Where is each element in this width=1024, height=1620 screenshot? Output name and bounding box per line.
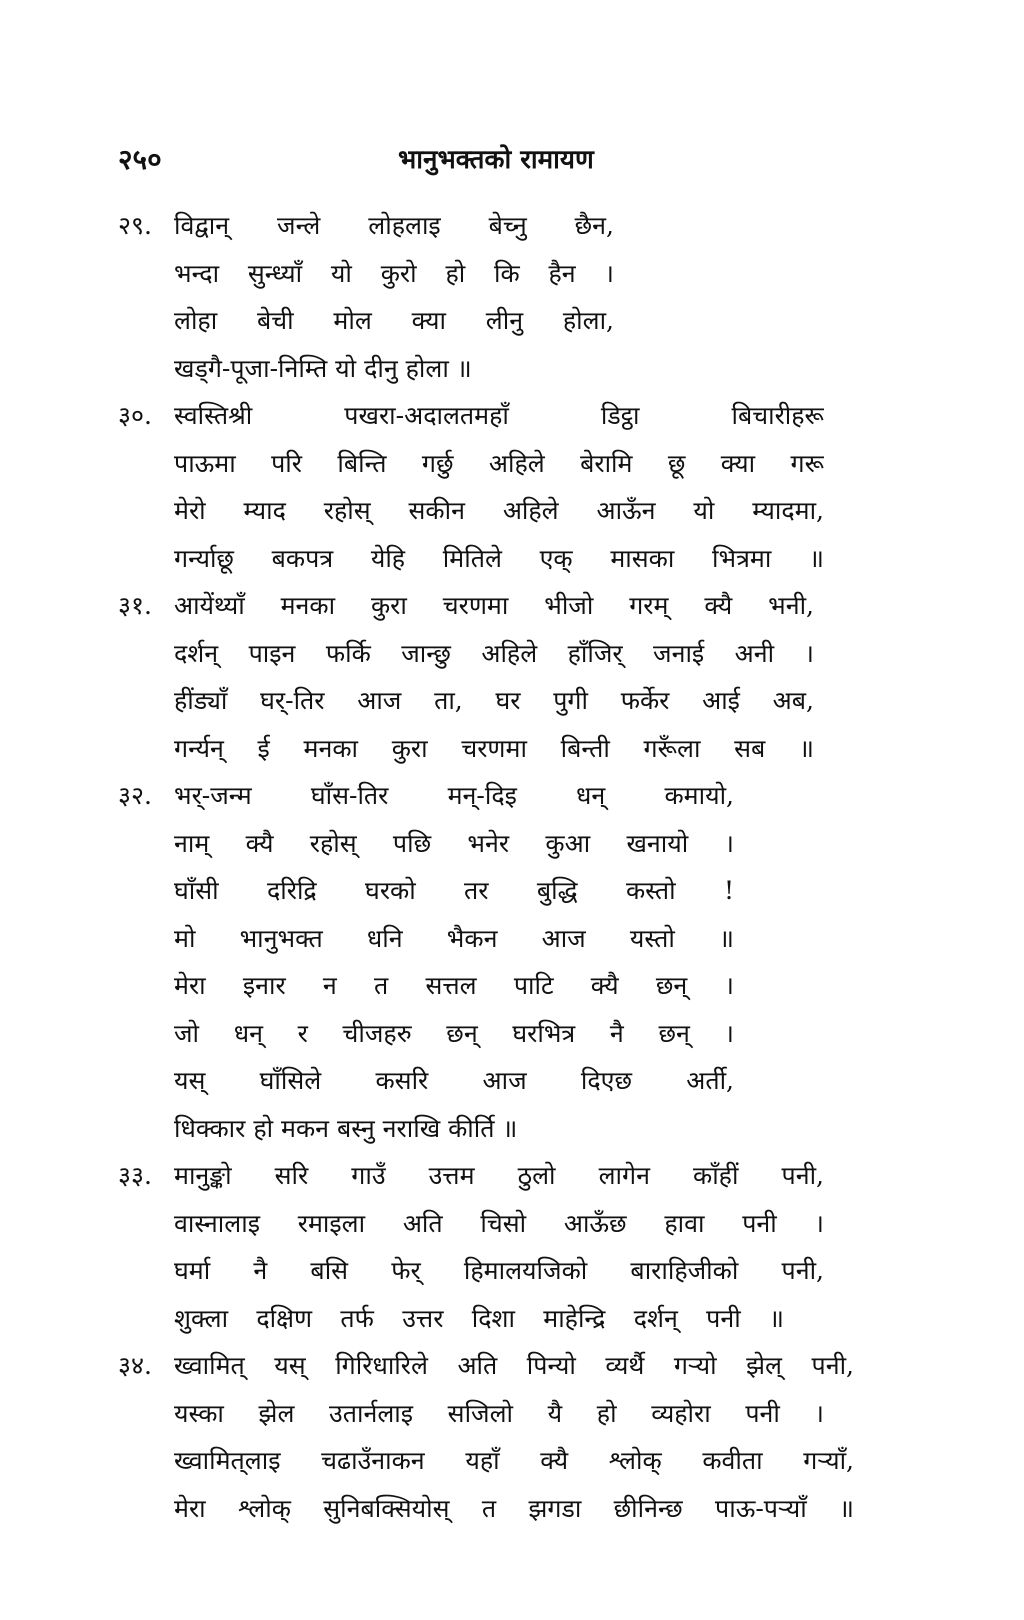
verse-line: खड्गै-पूजा-निम्ति यो दीनु होला ॥ — [174, 353, 472, 383]
verse-line: आयेंथ्याँ मनका कुरा चरणमा भीजो गरम् क्यै भनी, — [174, 591, 814, 620]
verse-number: ३०. — [118, 401, 152, 430]
verse-line: भन्दा सुन्ध्याँ यो कुरो हो कि हैन । — [174, 258, 614, 288]
verse-number: ३२. — [118, 781, 152, 810]
verse-line: मेरा श्लोक् सुनिबक्सियोस् त झगडा छीनिन्छ पाऊ-पर्‍याँ ॥ — [174, 1493, 854, 1523]
verse-number: ३१. — [118, 591, 152, 620]
verse-34 — [118, 1342, 958, 1532]
verse-line: लोहा बेची मोल क्या लीनु होला, — [174, 306, 614, 335]
verse-line: यस् घाँसिले कसरि आज दिएछ अर्ती, — [174, 1066, 734, 1095]
verse-33 — [118, 1152, 958, 1342]
verse-29 — [118, 202, 958, 392]
verse-line: यस्का झेल उतार्नलाइ सजिलो यै हो व्यहोरा पनी । — [174, 1398, 824, 1428]
verse-line: वास्नालाइ रमाइला अति चिसो आऊँछ हावा पनी । — [174, 1208, 824, 1238]
verse-line: शुक्ला दक्षिण तर्फ उत्तर दिशा माहेन्द्रि दर्शन् पनी ॥ — [174, 1303, 784, 1333]
verse-line: घर्मा नै बसि फेर् हिमालयजिको बाराहिजीको पनी, — [174, 1256, 824, 1285]
verse-line: मानुङ्को सरि गाउँ उत्तम ठुलो लागेन काँहीं पनी, — [174, 1161, 824, 1190]
verse-number: २९. — [118, 211, 152, 240]
verse-line: मेरा इनार न त सत्तल पाटि क्यै छन् । — [174, 971, 734, 1000]
verse-line: दर्शन् पाइन फर्कि जान्छु अहिले हाँजिर् जनाई अनी । — [174, 638, 814, 668]
verse-number: ३३. — [118, 1161, 152, 1190]
running-title: भानुभक्तको रामायण — [398, 145, 594, 175]
verse-line: नाम् क्यै रहोस् पछि भनेर कुआ खनायो । — [174, 828, 734, 858]
verse-line: पाऊमा परि बिन्ति गर्छु अहिले बेरामि छू क्या गरू — [174, 448, 824, 478]
verse-line: हींड्याँ घर्-तिर आज ता, घर पुगी फर्केर आई अब, — [174, 686, 814, 715]
verse-line: ख्वामित्‌लाइ चढाउँनाकन यहाँ क्यै श्लोक् कवीता गर्‍याँ, — [174, 1446, 854, 1475]
verse-line: गर्न्यन् ई मनका कुरा चरणमा बिन्ती गरूँला सब ॥ — [174, 733, 814, 763]
verse-31 — [118, 582, 958, 772]
page-header — [118, 140, 948, 180]
verse-line: गर्न्याछू बकपत्र येहि मितिले एक् मासका भित्रमा ॥ — [174, 543, 824, 573]
verse-line: स्वस्तिश्री पखरा-अदालतमहाँ डिट्ठा बिचारीहरू — [174, 401, 824, 430]
verse-list — [118, 202, 958, 1532]
verse-line: घाँसी दरिद्रि घरको तर बुद्धि कस्तो ! — [174, 876, 734, 905]
verse-line: भर्-जन्म घाँस-तिर मन्-दिइ धन् कमायो, — [174, 781, 734, 810]
verse-line: जो धन् र चीजहरु छन् घरभित्र नै छन् । — [174, 1018, 734, 1048]
verse-line: मेरो म्याद रहोस् सकीन अहिले आऊँन यो म्यादमा, — [174, 496, 824, 525]
verse-32 — [118, 772, 958, 1152]
page-number: २५० — [118, 143, 162, 176]
verse-line: मो भानुभक्त धनि भैकन आज यस्तो ॥ — [174, 923, 734, 953]
verse-line: विद्वान् जन्ले लोहलाइ बेच्नु छैन, — [174, 211, 614, 240]
verse-number: ३४. — [118, 1351, 152, 1380]
verse-line: ख्वामित् यस् गिरिधारिले अति पिन्यो व्यर्थै गर्‍यो झेल् पनी, — [174, 1351, 854, 1380]
verse-30 — [118, 392, 958, 582]
verse-line: धिक्कार हो मकन बस्नु नराखि कीर्ति ॥ — [174, 1113, 518, 1143]
